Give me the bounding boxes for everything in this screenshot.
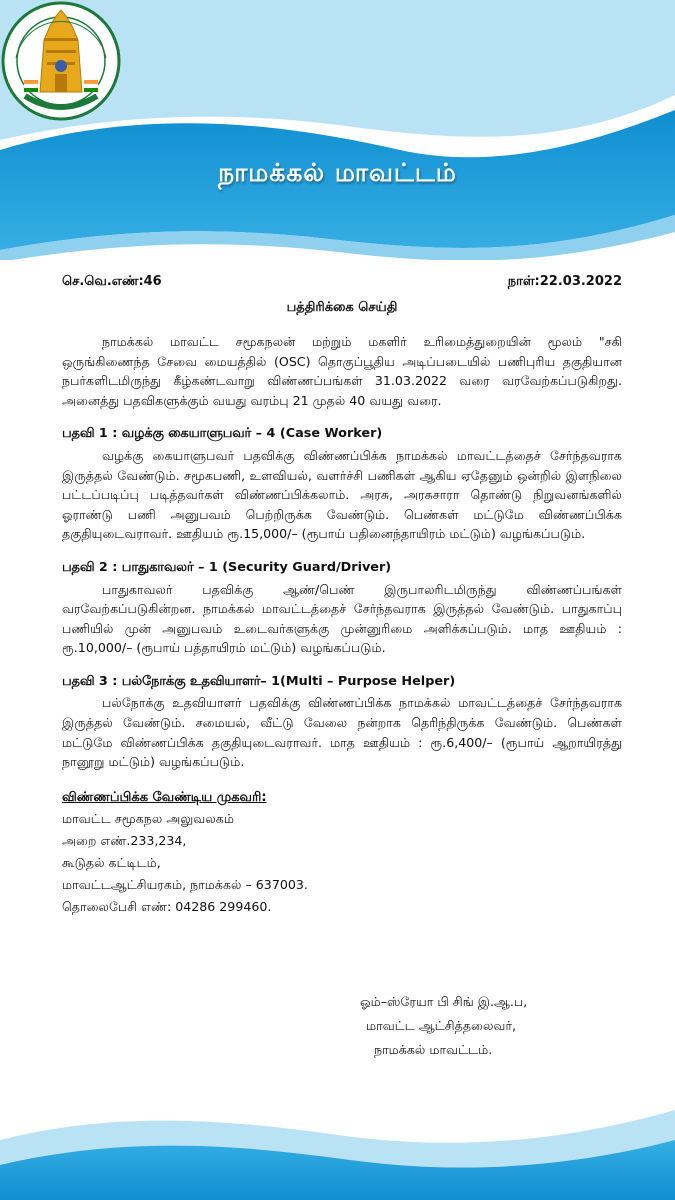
reference-number: செ.வெ.எண்:46 [62,274,162,289]
reference-row [62,272,622,292]
post-2-heading: பதவி 2 : பாதுகாவலர் – 1 (Security Guard/Driver) [62,559,392,575]
release-date: நாள்:22.03.2022 [507,274,622,289]
document-title: பத்திரிக்கை செய்தி [286,300,398,316]
district-title: நாமக்கல் மாவட்டம் [218,158,457,187]
signatory-district: நாமக்கல் மாவட்டம். [374,1041,493,1057]
address-heading: விண்ணப்பிக்க வேண்டிய முகவரி: [62,789,267,805]
signatory-designation: மாவட்ட ஆட்சித்தலைவர், [366,1017,517,1033]
post-2-body: பாதுகாவலர் பதவிக்கு ஆண்/பெண் இருபாலரிடமிருந்து விண்ணப்பங்கள் வரவேற்கப்படுகின்றன. நாமக்கல் மாவட்டத்தைச் சேர்ந்தவராக இருத்தல் வேண்டும். பாதுகாப்பு பணியில் முன் அனுபவம் உடைவர்களுக்கு முன்னுரிமை அளிக்கப்படும். மாத ஊதியம் : ரூ.10,000/– (ரூபாய் பத்தாயிரம் மட்டும்) வழங்கப்படும். [62,581,622,656]
press-release-body [62,272,622,918]
post-3-heading: பதவி 3 : பல்நோக்கு உதவியாளர்– 1(Multi – Purpose Helper) [62,673,456,689]
footer-wave-graphic [0,1080,675,1200]
address-line: மாவட்டஆட்சியரகம், நாமக்கல் – 637003. [62,876,308,892]
signature-block [360,990,620,1062]
tamil-nadu-emblem-icon [0,0,122,122]
post-1-heading: பதவி 1 : வழக்கு கையாளுபவர் – 4 (Case Worker) [62,426,383,442]
intro-paragraph: நாமக்கல் மாவட்ட சமூகநலன் மற்றும் மகளிர் உரிமைத்துறையின் மூலம் "சகி ஒருங்கிணைந்த சேவை மையத்தில் (OSC) தொகுப்பூதிய அடிப்படையில் பணிபுரிய தகுதியான நபர்களிடமிருந்து கீழ்கண்டவாறு விண்ணப்பங்கள் 31.03.2022 வரை வரவேற்கப்படுகிறது. அனைத்து பதவிகளுக்கும் வயது வரம்பு 21 முதல் 40 வயது வரை. [62,334,622,408]
header-banner [0,0,675,260]
signatory-name: ஓம்–ஸ்ரேயா பி சிங் இ.ஆ.ப, [360,994,528,1009]
address-line: மாவட்ட சமூகநல அலுவலகம் [62,810,234,826]
address-line: கூடுதல் கட்டிடம், [62,854,161,870]
address-line: அறை எண்.233,234, [62,832,187,848]
post-3-body: பல்நோக்கு உதவியாளர் பதவிக்கு விண்ணப்பிக்க நாமக்கல் மாவட்டத்தைச் சேர்ந்தவராக இருத்தல் வேண்டும். சமையல், வீட்டு வேலை நன்றாக தெரிந்திருக்க வேண்டும். பெண்கள் மட்டுமே விண்ணப்பிக்க தகுதியுடைவராவர். மாத ஊதியம் : ரூ.6,400/– (ரூபாய் ஆறாயிரத்து நானூறு மட்டும்) வழங்கப்படும். [62,695,622,770]
phone-number: தொலைபேசி எண்: 04286 299460. [62,898,272,914]
post-1-body: வழக்கு கையாளுபவர் பதவிக்கு விண்ணப்பிக்க நாமக்கல் மாவட்டத்தைச் சேர்ந்தவராக இருத்தல் வேண்டும். சமூகபணி, உளவியல், வளர்ச்சி பணிகள் ஆகிய ஏதேனும் ஒன்றில் இளநிலை பட்டப்படிப்பு படித்தவர்கள் விண்ணப்பிக்கலாம். அரசு, அரசுசாரா தொண்டு நிறுவனங்களில் ஓராண்டு பணி அனுபவம் பெற்றிருக்க வேண்டும். பெண்கள் மட்டுமே விண்ணப்பிக்க தகுதியுடைவராவர். ஊதியம் ரூ.15,000/– (ரூபாய் பதினைந்தாயிரம் மட்டும்) வழங்கப்படும். [62,448,622,542]
